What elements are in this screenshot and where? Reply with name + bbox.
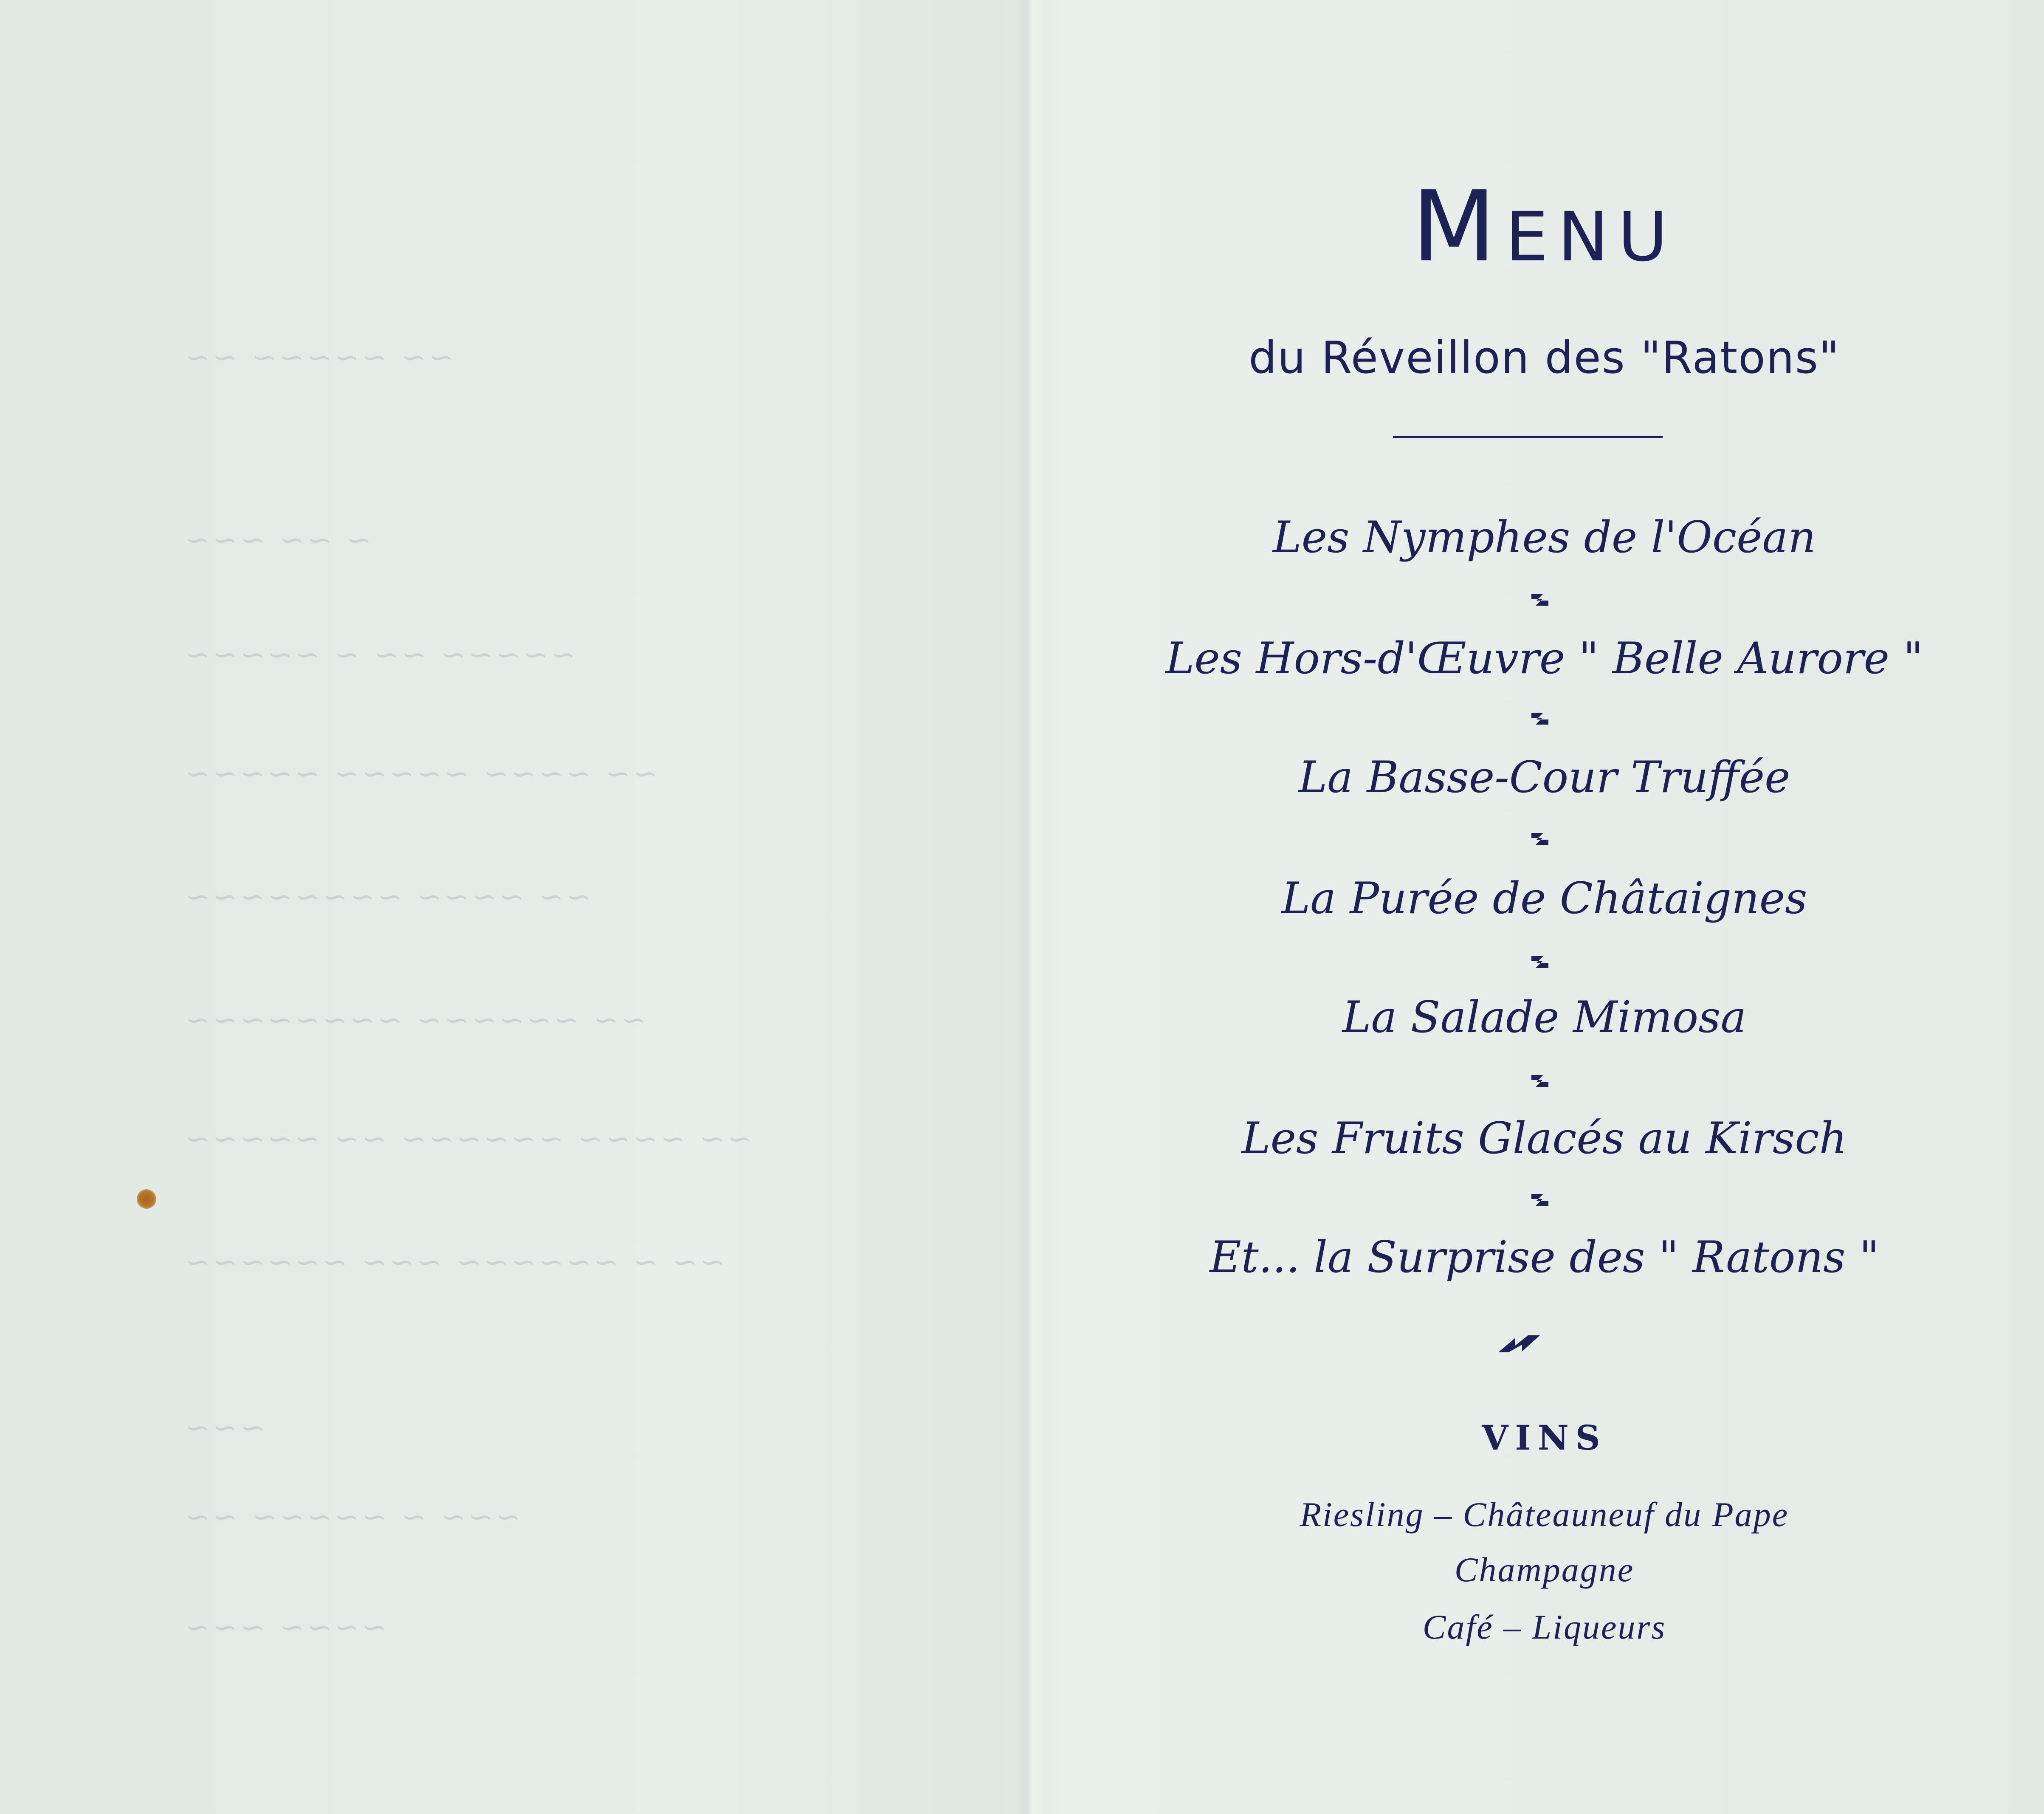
separator-ornament-icon [1531,1191,1549,1208]
course-item: La Salade Mimosa [1342,992,1747,1043]
separator-ornament-icon [1531,1072,1549,1089]
center-fold [1015,0,1045,1814]
course-item: La Basse-Cour Truffée [1298,752,1790,803]
ghost-line: ~~~ [183,1410,265,1445]
stain-mark [137,1189,156,1209]
separator-ornament-icon [1531,710,1549,727]
right-page [1045,0,2044,1814]
end-ornament-icon [1498,1334,1540,1353]
ghost-line: ~~ ~ ~~~~~~ ~~~ ~~~~~~ [183,1244,725,1279]
course-item: Et... la Surprise des " Ratons " [1209,1232,1879,1283]
divider [1393,436,1663,438]
course-item: Les Nymphes de l'Océan [1273,512,1816,563]
ghost-line: ~~ ~~~~ ~~~~~~ ~~ ~~~~~ [183,1121,753,1156]
ghost-line: ~~ ~~~~~~ ~~~~~~~~ [183,1002,646,1037]
wine-line: Champagne [1454,1550,1635,1589]
page-subtitle: du Réveillon des "Ratons" [1249,332,1840,384]
ghost-line: ~~~~~ ~~ ~ ~~~~~ [183,637,576,672]
ghost-line: ~~~ ~ ~~~~~ ~~ [183,1499,521,1534]
ghost-line: ~~~~ ~~~ [183,1610,387,1645]
course-item: La Purée de Châtaignes [1281,873,1807,924]
ghost-line: ~~ ~~~~ ~~~~~~~~ [183,879,591,914]
wine-line: Riesling – Châteauneuf du Pape [1300,1495,1789,1534]
ghost-line: ~ ~~ ~~~ [183,522,372,557]
page-title: MENU [1412,170,1677,284]
separator-ornament-icon [1531,591,1549,608]
separator-ornament-icon [1531,954,1549,970]
separator-ornament-icon [1531,830,1549,847]
wines-heading: VINS [1482,1418,1607,1458]
course-item: Les Hors-d'Œuvre " Belle Aurore " [1165,633,1923,684]
ghost-line: ~~ ~~~~ ~~~~~ ~~~~~ [183,756,658,791]
ghost-line: ~~ ~~~~~ ~~ [183,340,454,375]
course-item: Les Fruits Glacés au Kirsch [1241,1113,1847,1164]
wine-line: Café – Liqueurs [1422,1608,1666,1646]
